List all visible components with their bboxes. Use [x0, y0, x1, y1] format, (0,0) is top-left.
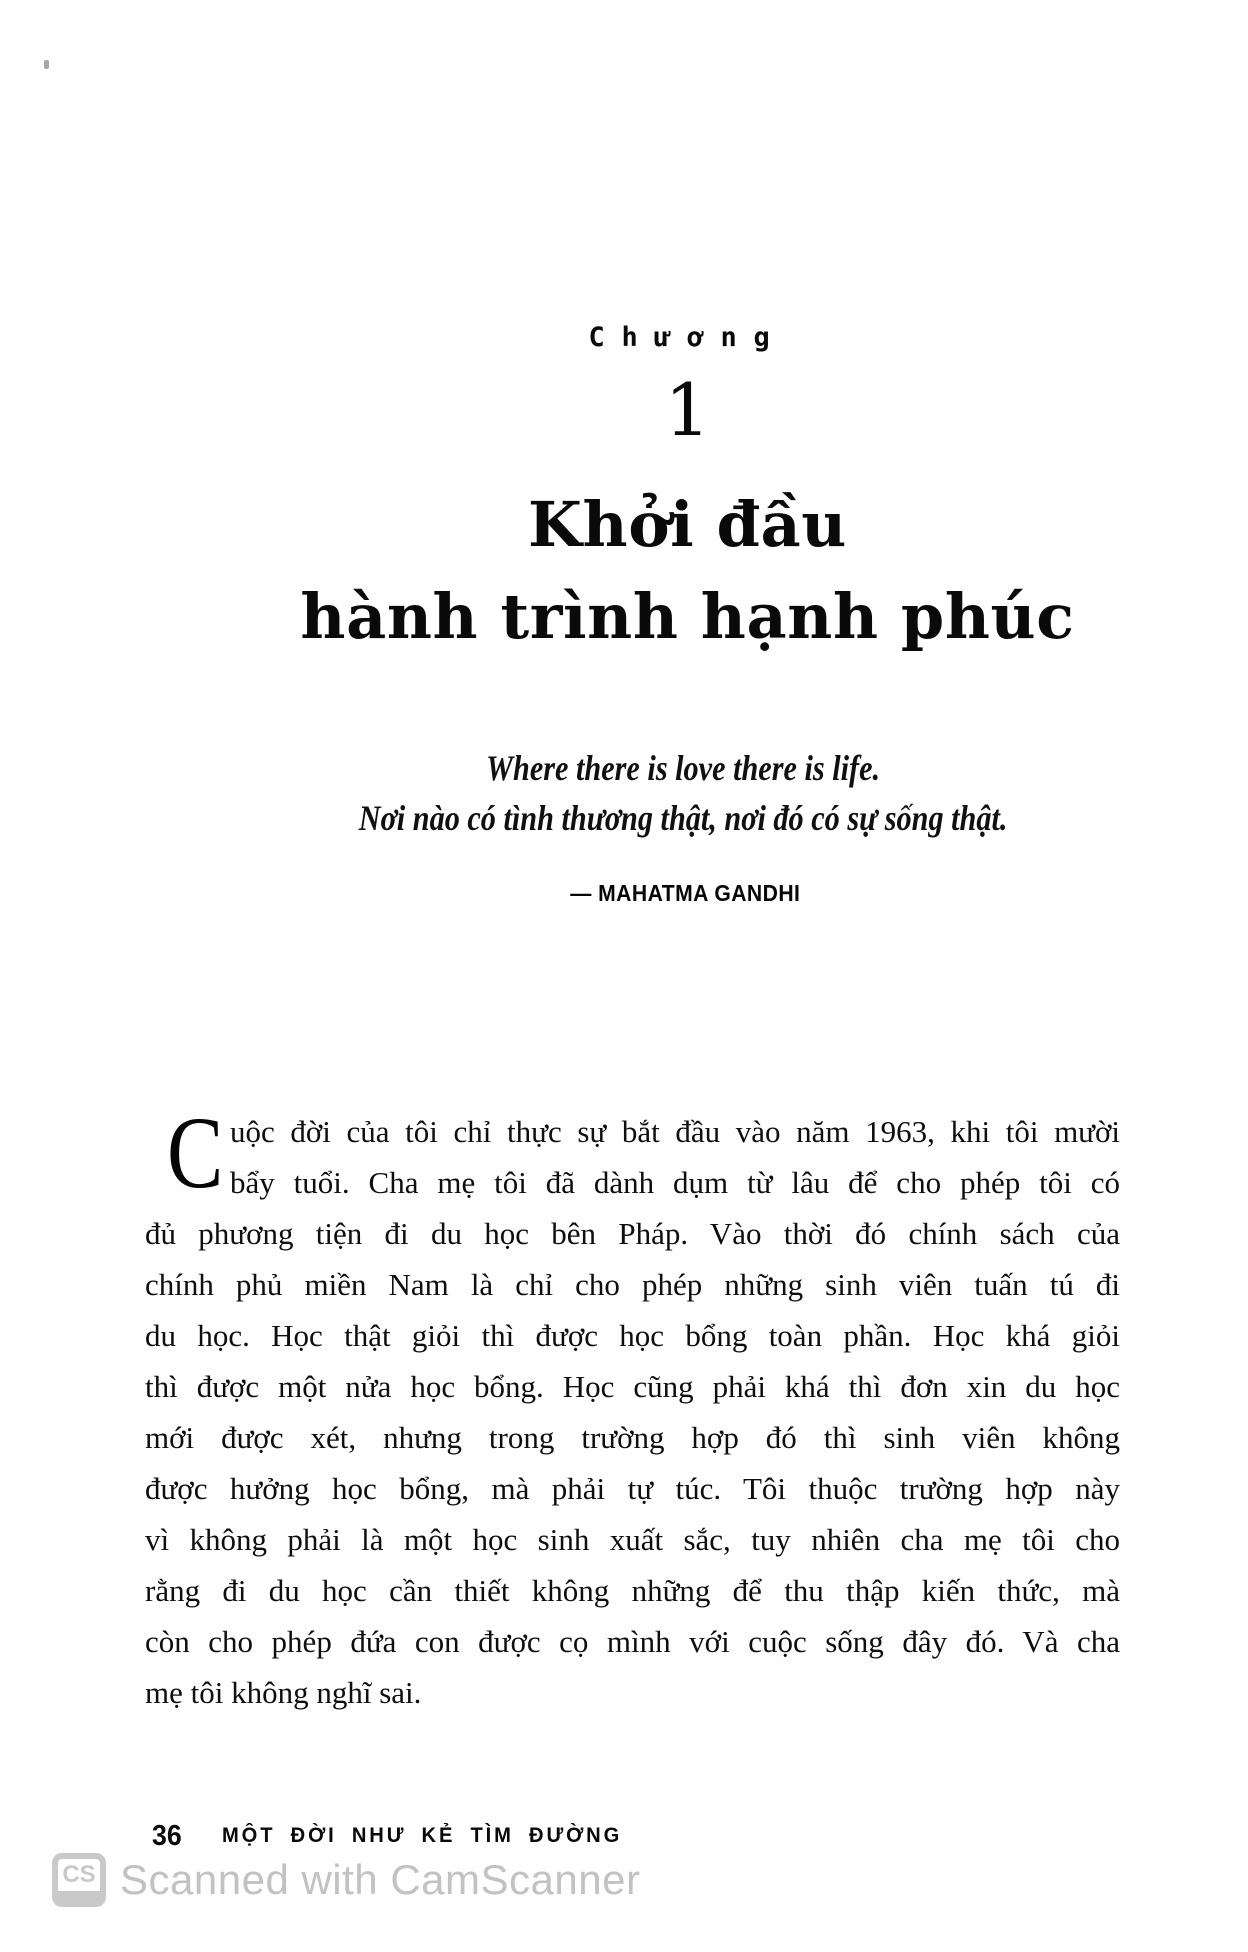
camscanner-watermark-label: Scanned with CamScanner	[120, 1856, 641, 1903]
epigraph-quote-vietnamese: Nơi nào có tình thương thật, nơi đó có sự sống thật.	[358, 798, 1008, 838]
scan-artifact-speck	[44, 60, 49, 69]
body-line: du học. Học thật giỏi thì được học bổng toàn phần. Học khá giỏi	[145, 1318, 1120, 1353]
camscanner-logo-text: CS	[62, 1861, 96, 1888]
body-line: vì không phải là một học sinh xuất sắc, tuy nhiên cha mẹ tôi cho	[145, 1522, 1120, 1557]
chapter-title-line2: hành trình hạnh phúc	[300, 580, 1075, 653]
body-paragraph	[145, 1096, 1120, 1718]
body-line: thì được một nửa học bổng. Học cũng phải khá thì đơn xin du học	[145, 1369, 1120, 1404]
drop-cap: C	[167, 1096, 224, 1210]
body-line: còn cho phép đứa con được cọ mình với cuộc sống đây đó. Và cha	[145, 1624, 1120, 1659]
epigraph-quote-english: Where there is love there is life.	[486, 748, 881, 788]
running-title: MỘT ĐỜI NHƯ KẺ TÌM ĐƯỜNG	[222, 1824, 623, 1847]
chapter-number: 1	[664, 368, 711, 452]
body-line: đủ phương tiện đi du học bên Pháp. Vào thời đó chính sách của	[145, 1216, 1120, 1251]
body-line: uộc đời của tôi chỉ thực sự bắt đầu vào năm 1963, khi tôi mười	[230, 1114, 1120, 1149]
chapter-title-line1: Khởi đầu	[527, 488, 848, 561]
page-number: 36	[152, 1820, 182, 1852]
chapter-kicker: Chương	[588, 322, 787, 353]
camscanner-logo-icon	[52, 1853, 106, 1907]
camscanner-logo-bar	[57, 1891, 101, 1902]
body-line: bẩy tuổi. Cha mẹ tôi đã dành dụm từ lâu để cho phép tôi có	[230, 1165, 1120, 1200]
epigraph-attribution: — MAHATMA GANDHI	[570, 880, 801, 906]
body-line: rằng đi du học cần thiết không những để thu thập kiến thức, mà	[145, 1573, 1120, 1608]
body-line: mới được xét, nhưng trong trường hợp đó thì sinh viên không	[145, 1420, 1120, 1455]
body-line: được hưởng học bổng, mà phải tự túc. Tôi thuộc trường hợp này	[145, 1471, 1120, 1506]
body-line: chính phủ miền Nam là chỉ cho phép những sinh viên tuấn tú đi	[145, 1267, 1120, 1302]
body-line: mẹ tôi không nghĩ sai.	[145, 1675, 422, 1710]
